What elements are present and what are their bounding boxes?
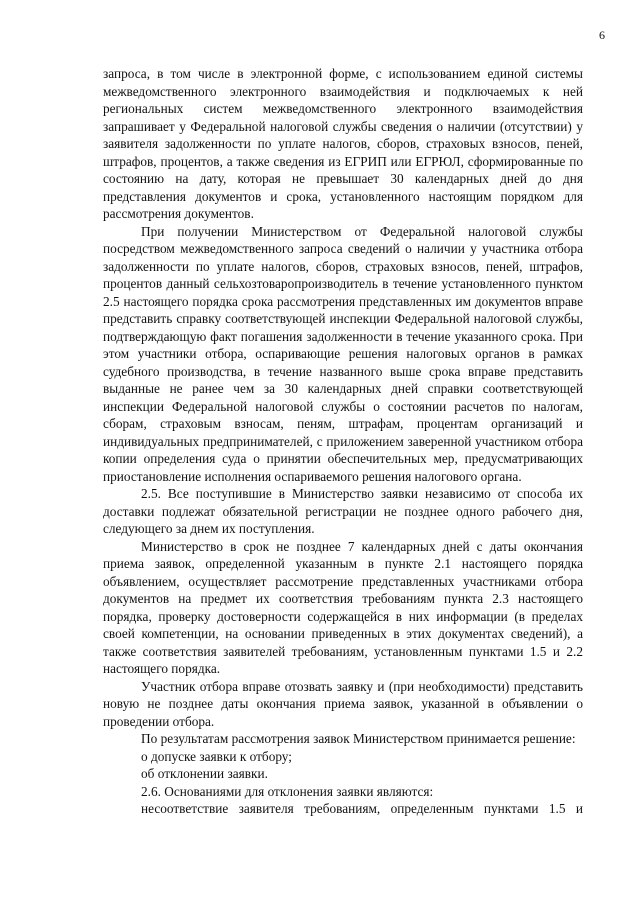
paragraph-section-2-6: 2.6. Основаниями для отклонения заявки являются: (141, 783, 434, 799)
paragraph-4: Министерство в срок не позднее 7 календарных дней с даты окончания приема заявок, определенной указанным в пункте 2.1 настоящего порядка объявлением, осуществляет рассмотрение представленных участниками отбора документов на предмет их соответствия требованиям пункта 2.3 настоящего порядка, проверку достоверности содержащейся в них информации (в пределах своей компетенции, на основании приведенных в этих документах сведений), а также соответствия заявителей требованиям, установленным пунктами 1.5 и 2.2 настоящего порядка. (103, 538, 583, 676)
list-item-admit: о допуске заявки к отбору; (141, 748, 292, 764)
document-body (103, 65, 583, 818)
paragraph-6: По результатам рассмотрения заявок Министерством принимается решение: (141, 731, 576, 746)
list-item-reject: об отклонении заявки. (141, 766, 268, 781)
paragraph-5: Участник отбора вправе отозвать заявку и (при необходимости) представить новую не позднее даты окончания приема заявок, указанной в объявлении о проведении отбора. (103, 678, 583, 729)
paragraph-3: 2.5. Все поступившие в Министерство заявки независимо от способа их доставки подлежат обязательной регистрации не позднее одного рабочего дня, следующего за днем их поступления. (103, 486, 583, 536)
page-number: 6 (599, 28, 605, 42)
paragraph-last: несоответствие заявителя требованиям, определенным пунктами 1.5 и (141, 801, 583, 816)
paragraph-1: запроса, в том числе в электронной форме, с использованием единой системы межведомственного электронного взаимодействия и подключаемых к ней региональных систем межведомственного электронного взаимодействия запрашивает у Федеральной налоговой службы сведения о наличии (отсутствии) у заявителя задолженности по уплате налогов, сборов, страховых взносов, пеней, штрафов, процентов, а также сведения из ЕГРИП или ЕГРЮЛ, сформированные по состоянию на дату, которая не превышает 30 календарных дней до дня представления документов и срока, установленного настоящим порядком для рассмотрения документов. (103, 66, 583, 221)
paragraph-2: При получении Министерством от Федеральной налоговой службы посредством межведомственного запроса сведений о наличии у участника отбора задолженности по уплате налогов, сборов, страховых взносов, пеней, штрафов, процентов данный сельхозтоваропроизводитель в течение установленного пунктом 2.5 настоящего порядка срока рассмотрения представленных им документов вправе представить справку соответствующей инспекции Федеральной налоговой службы, подтверждающую факт погашения задолженности в течение указанного срока. При этом участники отбора, оспаривающие решения налоговых органов в рамках судебного производства, в течение названного выше срока вправе представить выданные не ранее чем за 30 календарных дней справки соответствующей инспекции Федеральной налоговой службы о состоянии расчетов по налогам, сборам, страховым взносам, пеням, штрафам, процентам организаций и индивидуальных предпринимателей, с приложением заверенной участником отбора копии определения суда о принятии обеспечительных мер, предусматривающих приостановление исполнения оспариваемого решения налогового органа. (103, 223, 583, 484)
